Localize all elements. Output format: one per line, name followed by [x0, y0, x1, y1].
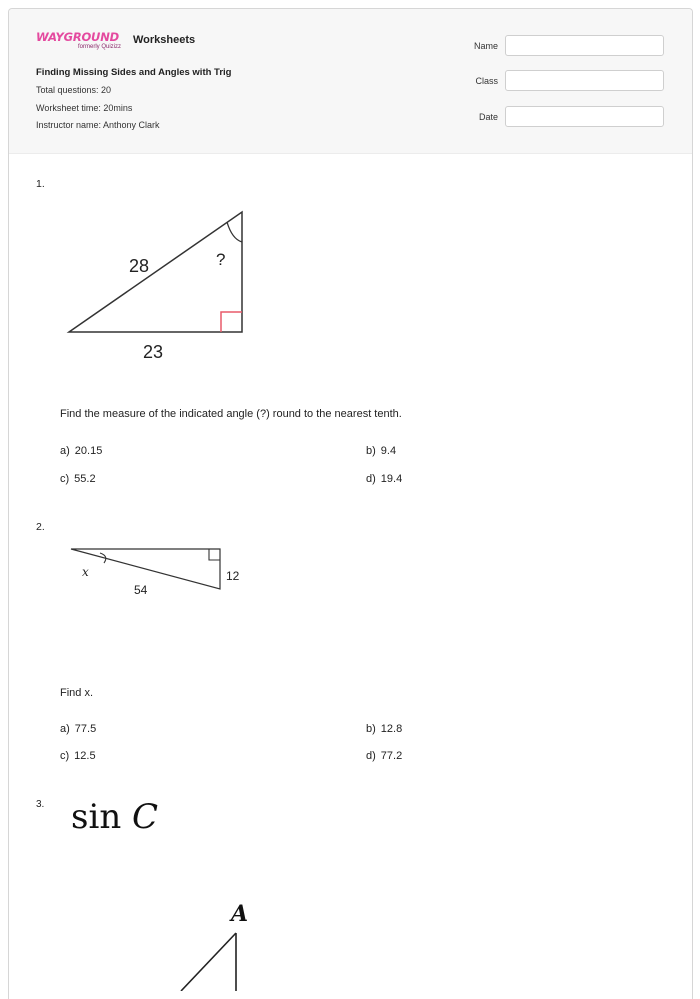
option-letter: b)	[366, 445, 376, 457]
question-1-option-d[interactable]	[366, 473, 402, 485]
question-1-option-c[interactable]	[60, 473, 96, 485]
option-letter: c)	[60, 473, 70, 485]
triangle-shape	[69, 212, 242, 332]
option-value: 19.4	[380, 473, 403, 485]
date-field[interactable]	[505, 106, 664, 127]
option-letter: b)	[366, 723, 376, 735]
vertex-a-label: A	[231, 901, 249, 927]
worksheet-header	[9, 9, 692, 154]
question-2-triangle-figure	[64, 542, 254, 602]
option-letter: c)	[60, 750, 70, 762]
total-questions: Total questions: 20	[36, 85, 112, 95]
option-value: 12.8	[380, 723, 403, 735]
question-2-option-c[interactable]	[60, 750, 96, 762]
hypotenuse-label: 54	[134, 583, 148, 597]
worksheet-page	[8, 8, 693, 999]
option-letter: d)	[366, 473, 376, 485]
angle-label: ?	[216, 250, 226, 269]
sin-variable: C	[132, 797, 159, 837]
class-label: Class	[475, 76, 498, 86]
question-1-number: 1.	[36, 178, 45, 190]
worksheet-title: Finding Missing Sides and Angles with Trig	[36, 67, 232, 78]
worksheet-time: Worksheet time: 20mins	[36, 103, 133, 113]
logo-subtext: formerly Quizizz	[78, 44, 122, 50]
right-angle-marker	[209, 549, 220, 560]
name-label: Name	[473, 41, 498, 51]
question-1-option-a[interactable]	[60, 445, 102, 457]
wayground-logo	[36, 30, 136, 56]
question-1-text: Find the measure of the indicated angle (?) round to the nearest tenth.	[60, 408, 402, 420]
option-value: 9.4	[380, 445, 397, 457]
question-3-number: 3.	[36, 799, 45, 810]
angle-arc	[227, 222, 242, 242]
option-value: 20.15	[74, 445, 103, 457]
sin-text: sin	[71, 797, 122, 837]
angle-x-label: x	[82, 565, 89, 579]
side-label: 12	[226, 569, 240, 583]
question-3-triangle-figure	[159, 889, 289, 991]
option-letter: a)	[60, 445, 70, 457]
option-value: 77.2	[380, 750, 403, 762]
question-2-option-b[interactable]	[366, 723, 402, 735]
logo-wordmark: WAYGROUND	[36, 30, 119, 44]
right-angle-marker	[221, 312, 242, 332]
date-label: Date	[478, 112, 498, 122]
option-value: 77.5	[74, 723, 97, 735]
question-3-heading	[71, 797, 158, 837]
triangle-left-side	[181, 933, 236, 991]
question-1-option-b[interactable]	[366, 445, 396, 457]
question-2-option-d[interactable]	[366, 750, 402, 762]
option-letter: a)	[60, 723, 70, 735]
option-value: 55.2	[74, 473, 96, 485]
question-1-triangle-figure	[61, 205, 251, 365]
base-label: 23	[143, 342, 164, 362]
question-2-option-a[interactable]	[60, 723, 96, 735]
option-letter: d)	[366, 750, 376, 762]
hypotenuse-label: 28	[129, 256, 150, 276]
class-field[interactable]	[505, 70, 664, 91]
name-field[interactable]	[505, 35, 664, 56]
instructor-name: Instructor name: Anthony Clark	[36, 120, 160, 130]
question-2-number: 2.	[36, 521, 45, 533]
worksheets-label: Worksheets	[133, 34, 196, 46]
question-2-text: Find x.	[60, 687, 94, 699]
option-value: 12.5	[74, 750, 96, 762]
